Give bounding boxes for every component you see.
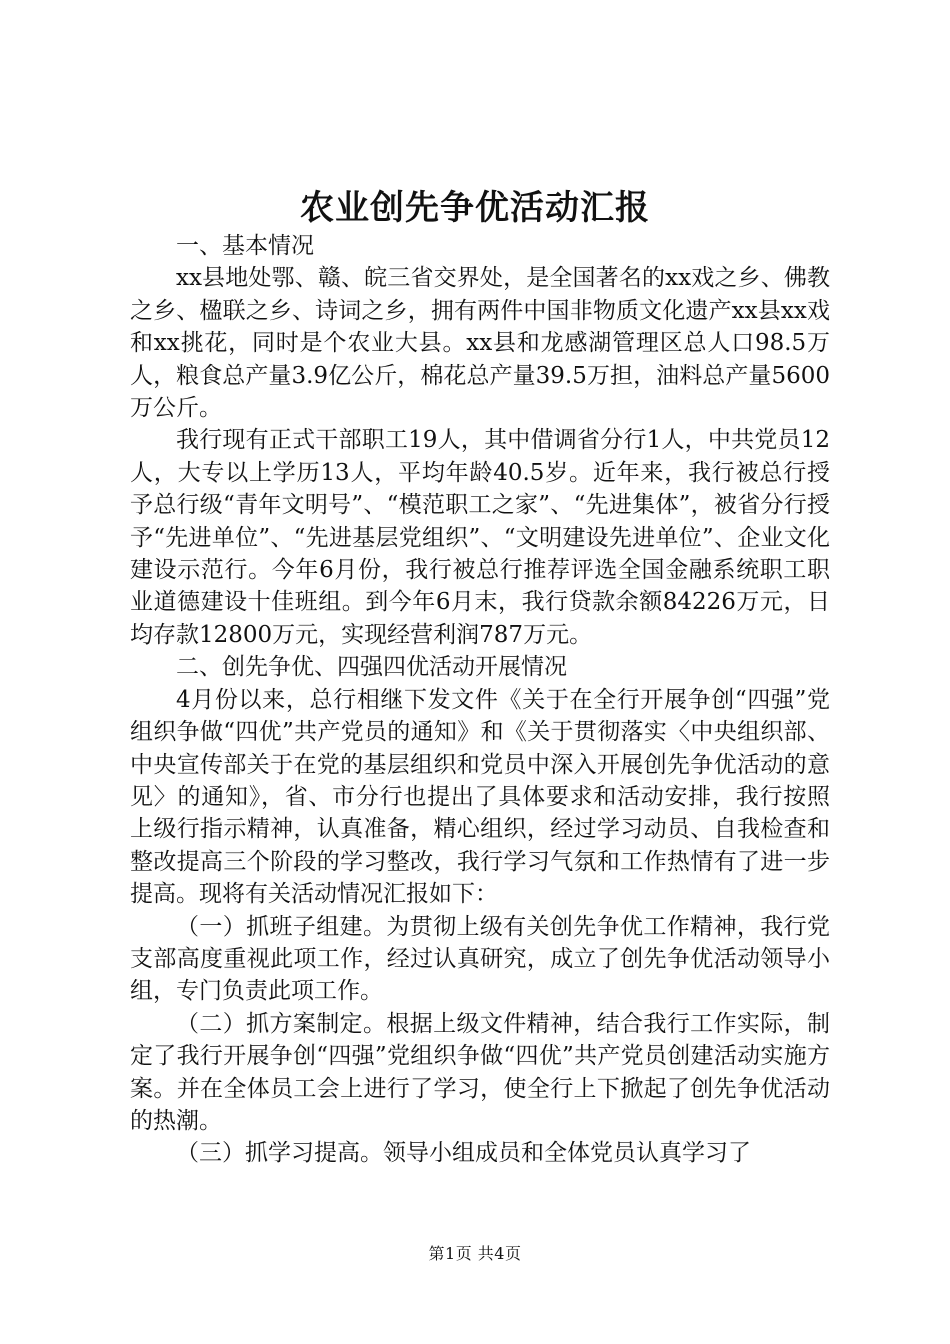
paragraph-item-2: （二）抓方案制定。根据上级文件精神，结合我行工作实际，制定了我行开展争创“四强”党组织争做“四优”共产党员创建活动实施方案。并在全体员工会上进行了学习，使全行上下掀起了创先争优活动的热潮。 (130, 1010, 830, 1134)
paragraph-activity-intro: 4月份以来，总行相继下发文件《关于在全行开展争创“四强”党组织争做“四优”共产党员的通知》和《关于贯彻落实〈中央组织部、中央宣传部关于在党的基层组织和党员中深入开展创先争优活动的意见〉的通知》，省、市分行也提出了具体要求和活动安排，我行按照上级行指示精神，认真准备，精心组织，经过学习动员、自我检查和整改提高三个阶段的学习整改，我行学习气氛和工作热情有了进一步提高。现将有关活动情况汇报如下： (130, 686, 830, 908)
document-title: 农业创先争优活动汇报 (300, 188, 650, 228)
paragraph-county-overview: xx县地处鄂、赣、皖三省交界处，是全国著名的xx戏之乡、佛教之乡、楹联之乡、诗词之乡，拥有两件中国非物质文化遗产xx县xx戏和xx挑花，同时是个农业大县。xx县和龙感湖管理区总人口98.5万人，粮食总产量3.9亿公斤，棉花总产量39.5万担，油料总产量5600万公斤。 (130, 265, 830, 422)
section-heading-activities: 二、创先争优、四强四优活动开展情况 (176, 654, 567, 681)
paragraph-branch-overview: 我行现有正式干部职工19人，其中借调省分行1人，中共党员12人，大专以上学历13人，平均年龄40.5岁。近年来，我行被总行授予总行级“青年文明号”、“模范职工之家”、“先进集体”，被省分行授予“先进单位”、“先进基层党组织”、“文明建设先进单位”、企业文化建设示范行。今年6月份，我行被总行推荐评选全国金融系统职工职业道德建设十佳班组。到今年6月末，我行贷款余额84226万元，日均存款12800万元，实现经营利润787万元。 (130, 427, 830, 648)
page-indicator: 第1页 共4页 (428, 1244, 522, 1263)
paragraph-item-1: （一）抓班子组建。为贯彻上级有关创先争优工作精神，我行党支部高度重视此项工作，经过认真研究，成立了创先争优活动领导小组，专门负责此项工作。 (130, 913, 830, 1005)
document-body (130, 230, 830, 1170)
paragraph-item-3: （三）抓学习提高。领导小组成员和全体党员认真学习了 (176, 1140, 751, 1167)
section-heading-basic-info: 一、基本情况 (176, 233, 314, 259)
